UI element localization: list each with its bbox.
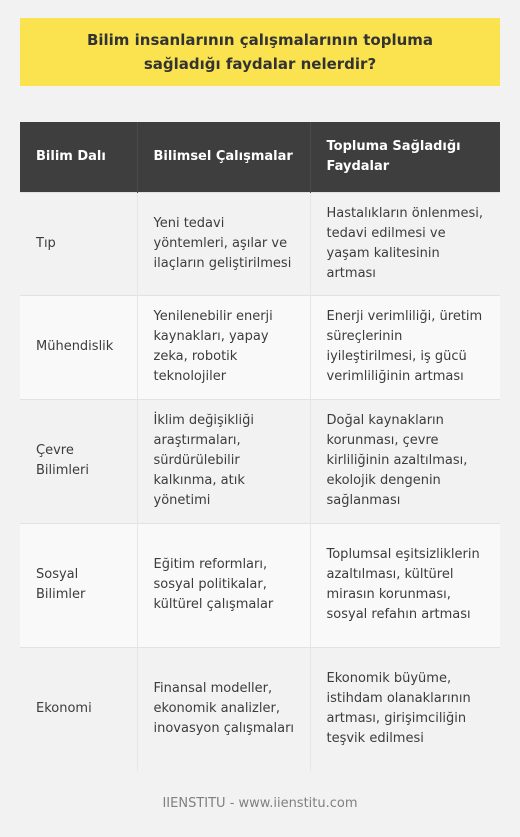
cell-field: Tıp [20, 192, 137, 295]
table-row [20, 192, 500, 295]
cell-benefits: Hastalıkların önlenmesi, tedavi edilmesi ve yaşam kalitesinin artması [310, 192, 500, 295]
page-title: Bilim insanlarının çalışmalarının topluma sağladığı faydalar nelerdir? [86, 31, 434, 73]
cell-benefits: Toplumsal eşitsizliklerin azaltılması, kültürel mirasın korunması, sosyal refahın artması [310, 523, 500, 647]
cell-benefits: Ekonomik büyüme, istihdam olanaklarının artması, girişimciliğin teşvik edilmesi [310, 647, 500, 771]
footer-credit: IIENSTITU - www.iienstitu.com [162, 796, 358, 811]
header-topluma-faydalar: Topluma Sağladığı Faydalar [310, 122, 500, 192]
title-banner [20, 18, 500, 86]
cell-studies: Finansal modeller, ekonomik analizler, inovasyon çalışmaları [137, 647, 310, 771]
cell-benefits: Enerji verimliliği, üretim süreçlerinin iyileştirilmesi, iş gücü verimliliğinin artması [310, 295, 500, 399]
benefits-table [20, 122, 500, 771]
table-row [20, 647, 500, 771]
table-header-row [20, 122, 500, 192]
table-row [20, 523, 500, 647]
header-bilim-dali: Bilim Dalı [20, 122, 137, 192]
cell-studies: Eğitim reformları, sosyal politikalar, kültürel çalışmalar [137, 523, 310, 647]
cell-field: Mühendislik [20, 295, 137, 399]
cell-field: Sosyal Bilimler [20, 523, 137, 647]
cell-studies: İklim değişikliği araştırmaları, sürdürülebilir kalkınma, atık yönetimi [137, 399, 310, 523]
cell-studies: Yeni tedavi yöntemleri, aşılar ve ilaçların geliştirilmesi [137, 192, 310, 295]
cell-field: Ekonomi [20, 647, 137, 771]
table-row [20, 399, 500, 523]
table-row [20, 295, 500, 399]
header-bilimsel-calismalar: Bilimsel Çalışmalar [137, 122, 310, 192]
cell-field: Çevre Bilimleri [20, 399, 137, 523]
cell-benefits: Doğal kaynakların korunması, çevre kirliliğinin azaltılması, ekolojik dengenin sağlanması [310, 399, 500, 523]
cell-studies: Yenilenebilir enerji kaynakları, yapay zeka, robotik teknolojiler [137, 295, 310, 399]
